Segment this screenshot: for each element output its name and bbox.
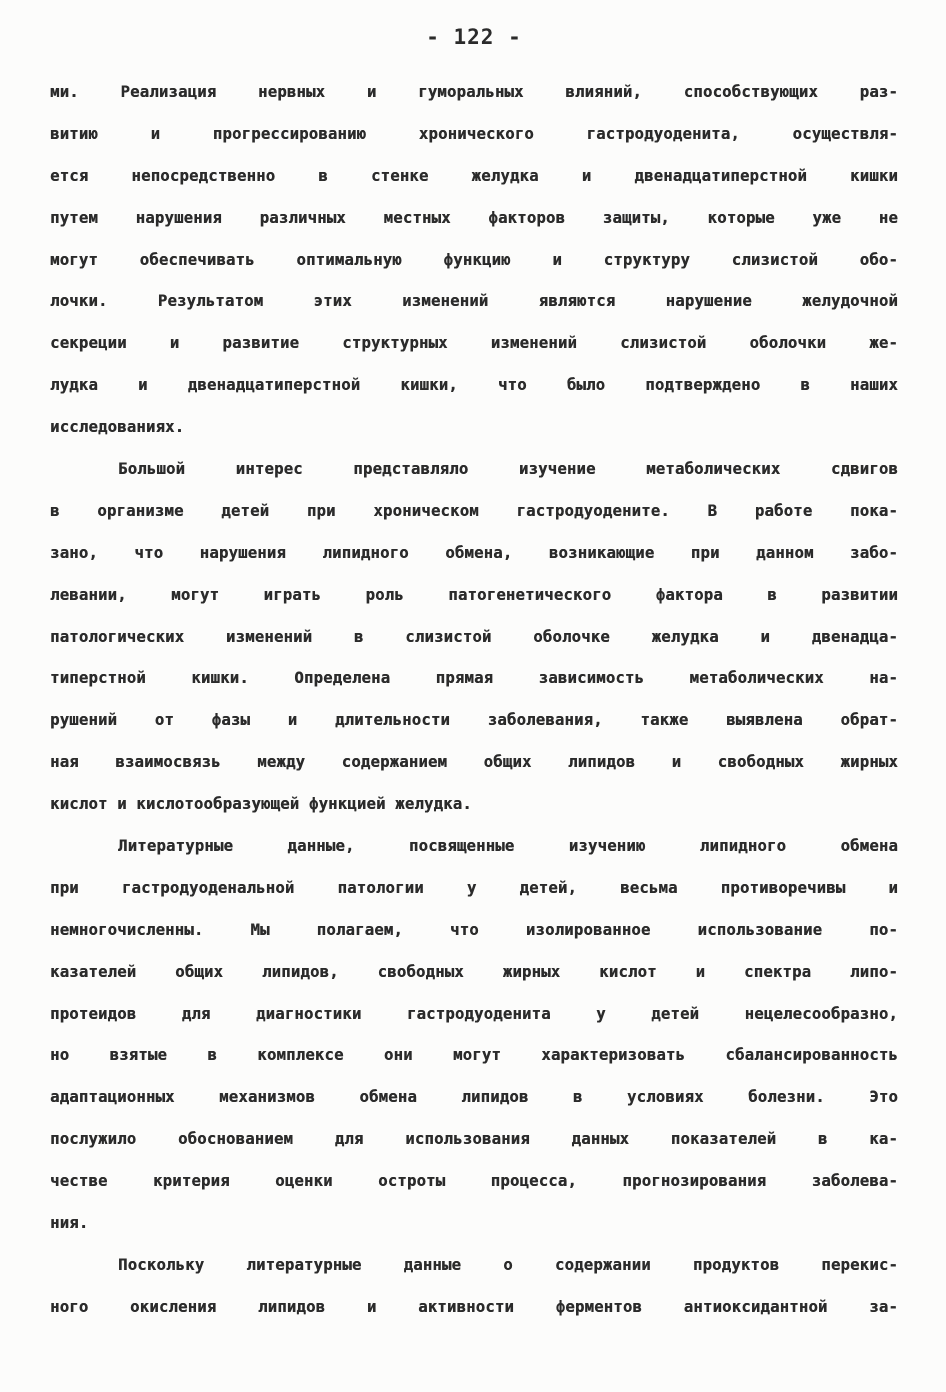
text-line: Большой интерес представляло изучение метаболических сдвигов (118, 460, 898, 479)
text-line: лудка и двенадцатиперстной кишки, что было подтверждено в наших (50, 376, 898, 395)
text-line: послужило обоснованием для использования данных показателей в ка- (50, 1130, 898, 1149)
text-line: немногочисленны. Мы полагаем, что изолированное использование по- (50, 920, 898, 939)
text-line: в организме детей при хроническом гастродуодените. В работе пока- (50, 501, 898, 520)
text-line: ния. (50, 1214, 89, 1233)
text-line: левании, могут играть роль патогенетического фактора в развитии (50, 585, 898, 604)
text-line: рушений от фазы и длительности заболевания, также выявлена обрат- (50, 711, 898, 730)
text-line: кислот и кислотообразующей функцией желудка. (50, 795, 472, 814)
text-line: ется непосредственно в стенке желудка и двенадцатиперстной кишки (50, 166, 898, 185)
text-line: путем нарушения различных местных факторов защиты, которые уже не (50, 208, 898, 227)
page-number: - 122 - (426, 25, 522, 49)
text-line: но взятые в комплексе они могут характеризовать сбалансированность (50, 1046, 898, 1065)
text-line: ная взаимосвязь между содержанием общих липидов и свободных жирных (50, 753, 898, 772)
text-line: ми. Реализация нервных и гуморальных влияний, способствующих раз- (50, 83, 898, 101)
text-line: секреции и развитие структурных изменений слизистой оболочки же- (50, 334, 898, 353)
text-line: Поскольку литературные данные о содержании продуктов перекис- (118, 1255, 898, 1274)
text-line: при гастродуоденальной патологии у детей, весьма противоречивы и (50, 878, 898, 897)
text-line: патологических изменений в слизистой оболочке желудка и двенадца- (50, 627, 898, 646)
text-line: казателей общих липидов, свободных жирных кислот и спектра липо- (50, 962, 898, 981)
text-line: честве критерия оценки остроты процесса, прогнозирования заболева- (50, 1172, 898, 1191)
text-line: зано, что нарушения липидного обмена, возникающие при данном забо- (50, 543, 898, 562)
text-line: Литературные данные, посвященные изучению липидного обмена (118, 837, 898, 856)
text-line: исследованиях. (50, 418, 185, 437)
text-line: типерстной кишки. Определена прямая зависимость метаболических на- (50, 669, 898, 688)
text-line: витию и прогрессированию хронического гастродуоденита, осуществля- (50, 124, 898, 143)
text-line: лочки. Результатом этих изменений являются нарушение желудочной (50, 292, 898, 311)
text-line: могут обеспечивать оптимальную функцию и структуру слизистой обо- (50, 250, 898, 269)
text-line: адаптационных механизмов обмена липидов в условиях болезни. Это (50, 1088, 898, 1107)
text-line: протеидов для диагностики гастродуоденита у детей нецелесообразно, (50, 1004, 898, 1023)
body-text (50, 72, 898, 1329)
text-line: ного окисления липидов и активности ферментов антиоксидантной за- (50, 1297, 898, 1316)
